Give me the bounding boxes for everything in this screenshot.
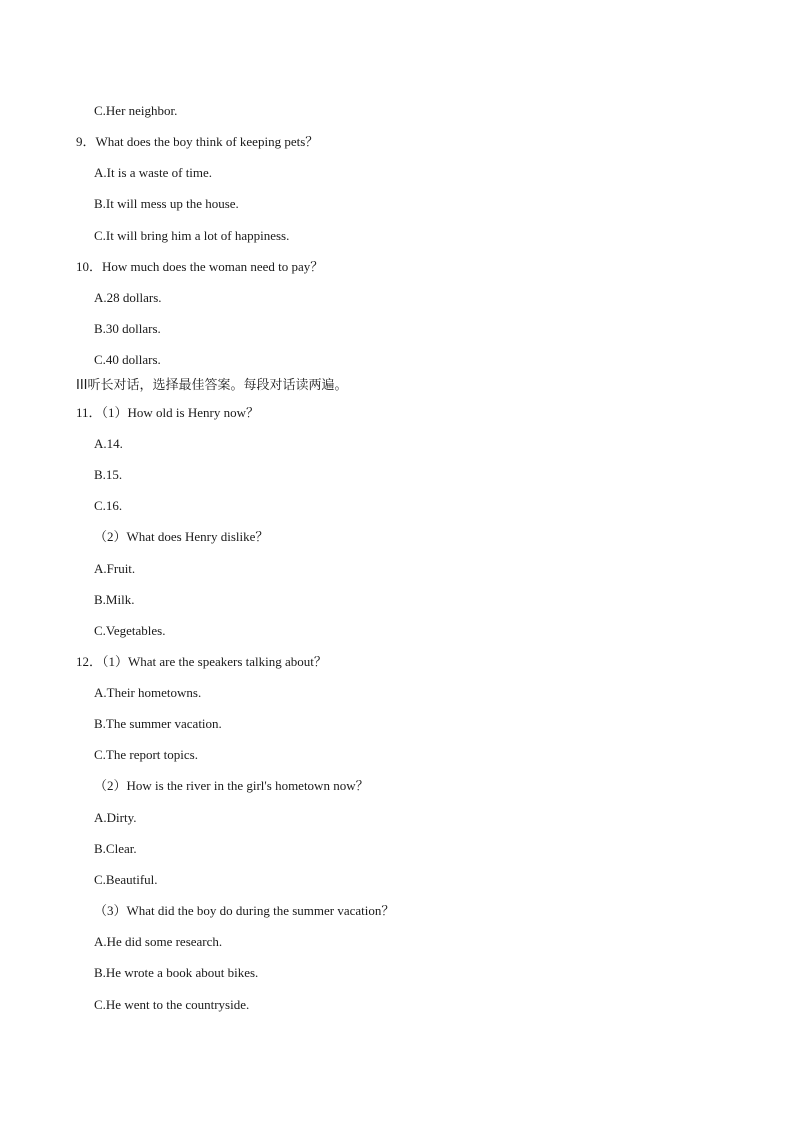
q12-1-option-b: B.The summer vacation. (94, 716, 222, 731)
q9-question: 9．What does the boy think of keeping pets？ (76, 134, 319, 149)
q9-option-a: A.It is a waste of time. (94, 165, 213, 180)
q11-2-option-b: B.Milk. (94, 592, 135, 607)
q11-1-option-a: A.14. (94, 436, 123, 451)
q12-1-option-c: C.The report topics. (94, 747, 198, 762)
q10-option-b: B.30 dollars. (94, 321, 161, 336)
q12-1-option-a: A.Their hometowns. (94, 685, 202, 700)
q10-question: 10．How much does the woman need to pay？ (76, 259, 324, 274)
q11-1-option-b: B.15. (94, 467, 123, 482)
q11-2-option-a: A.Fruit. (94, 561, 136, 576)
q12-question-3: （3）What did the boy do during the summer vacation？ (94, 903, 395, 918)
q10-option-c: C.40 dollars. (94, 352, 161, 367)
q12-3-option-a: A.He did some research. (94, 934, 223, 949)
q9-option-b: B.It will mess up the house. (94, 196, 239, 211)
q11-1-option-c: C.16. (94, 498, 123, 513)
q11-2-option-c: C.Vegetables. (94, 623, 166, 638)
q12-2-option-b: B.Clear. (94, 841, 137, 856)
q12-2-option-a: A.Dirty. (94, 810, 137, 825)
section-heading: III听长对话，选择最佳答案。每段对话读两遍。 (76, 378, 348, 393)
q10-option-a: A.28 dollars. (94, 290, 162, 305)
q12-3-option-c: C.He went to the countryside. (94, 997, 250, 1012)
q8-option-c: C.Her neighbor. (94, 103, 178, 118)
q12-3-option-b: B.He wrote a book about bikes. (94, 965, 259, 980)
q9-option-c: C.It will bring him a lot of happiness. (94, 228, 290, 243)
q12-question-1: 12．（1）What are the speakers talking about？ (76, 654, 327, 669)
q11-question-1: 11．（1）How old is Henry now？ (76, 405, 259, 420)
q12-2-option-c: C.Beautiful. (94, 872, 158, 887)
q11-question-2: （2）What does Henry dislike？ (94, 529, 269, 544)
q12-question-2: （2）How is the river in the girl's hometown now？ (94, 778, 369, 793)
